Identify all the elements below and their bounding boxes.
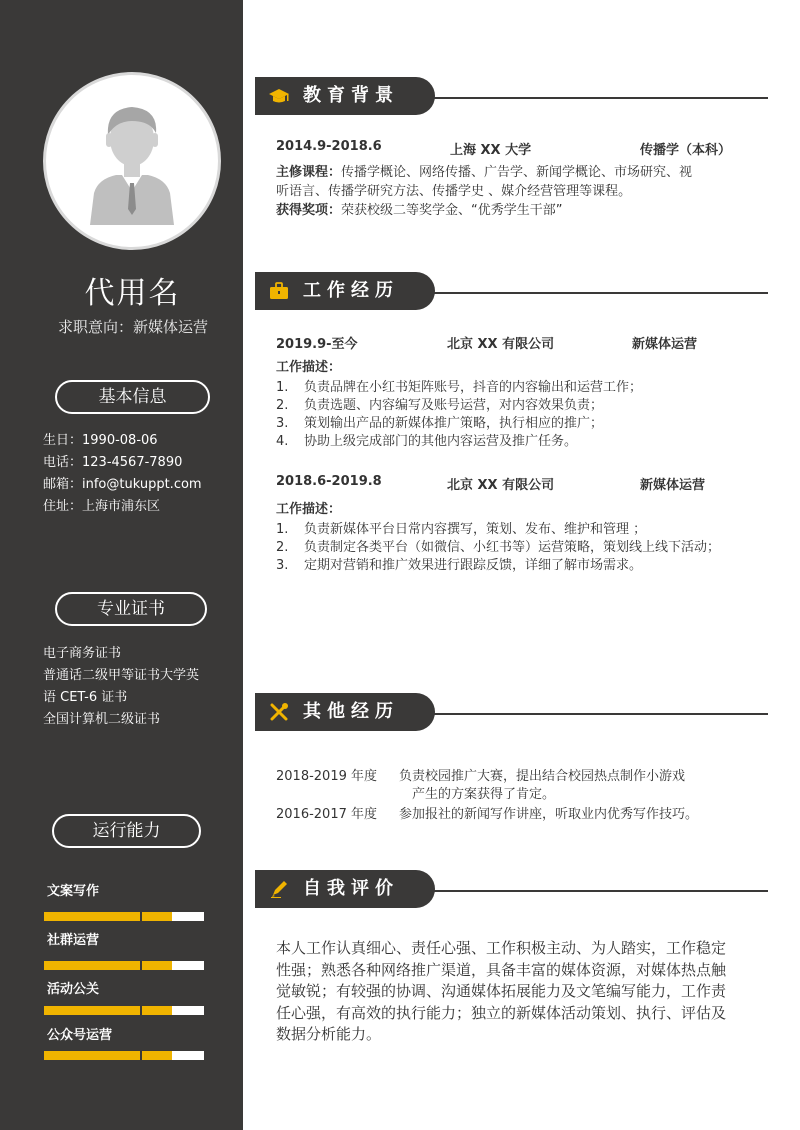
other-desc: 产生的方案获得了肯定。 — [412, 787, 556, 802]
phone: 电话：123-4567-7890 — [43, 455, 183, 470]
briefcase-icon — [269, 282, 289, 300]
courses-label: 主修课程： — [276, 165, 342, 180]
skill-bar — [44, 961, 204, 970]
skill-bar — [44, 1051, 204, 1060]
edu-courses — [276, 163, 764, 220]
job-task-list — [276, 379, 642, 451]
list-item: 2. 负责制定各类平台（如微信、小红书等）运营策略，策划线上线下活动； — [276, 540, 721, 555]
skill-bar-divider — [140, 1051, 142, 1060]
other-year: 2018-2019 年度 — [276, 769, 377, 784]
edu-period: 2014.9-2018.6 — [276, 139, 382, 154]
work-heading — [255, 272, 435, 310]
self-evaluation-text — [276, 938, 766, 1046]
email: 邮箱：info@tukuppt.com — [43, 477, 202, 492]
job-company: 北京 XX 有限公司 — [447, 478, 555, 493]
job-desc-label: 工作描述： — [276, 360, 342, 375]
section-title: 工作经历 — [303, 280, 399, 301]
pencil-icon — [269, 880, 289, 898]
cert-item: 全国计算机二级证书 — [43, 712, 161, 727]
profile-name: 代用名 — [84, 276, 181, 311]
skill-bar — [44, 912, 204, 921]
job-company: 北京 XX 有限公司 — [447, 337, 555, 352]
cert-item: 普通话二级甲等证书大学英 — [43, 668, 200, 683]
tools-icon — [269, 703, 289, 721]
sidebar — [0, 0, 243, 1130]
job-role: 新媒体运营 — [632, 337, 698, 352]
courses-text: 传播学概论、网络传播、广告学、新闻学概论、市场研究、视 — [341, 165, 693, 180]
awards-label: 获得奖项： — [276, 203, 342, 218]
skill-bar-fill — [44, 1051, 172, 1060]
skill-bar-divider — [140, 961, 142, 970]
text-line: 数据分析能力。 — [276, 1025, 382, 1043]
skill-label: 文案写作 — [47, 884, 100, 899]
edu-school: 上海 XX 大学 — [450, 143, 532, 158]
skill-bar-divider — [140, 1006, 142, 1015]
address: 住址：上海市浦东区 — [43, 499, 161, 514]
text-line: 性强；熟悉各种网络推广渠道，具备丰富的媒体资源，对媒体热点触 — [276, 960, 727, 979]
basic-info-heading: 基本信息 — [55, 380, 210, 414]
list-item: 2. 负责选题、内容编写及账号运营，对内容效果负责； — [276, 398, 604, 413]
other-year: 2016-2017 年度 — [276, 807, 377, 822]
avatar — [43, 72, 221, 250]
courses-text: 听语言、传播学研究方法、传播学史 、媒介经营管理等课程。 — [276, 184, 632, 199]
list-item: 3. 定期对营销和推广效果进行跟踪反馈，详细了解市场需求。 — [276, 558, 643, 573]
self-eval-heading — [255, 870, 435, 908]
section-divider — [430, 713, 768, 715]
cert-item: 语 CET-6 证书 — [43, 690, 128, 705]
text-line: 任心强，有高效的执行能力；独立的新媒体活动策划、执行、评估及 — [276, 1003, 727, 1022]
skill-label: 公众号运营 — [47, 1028, 113, 1043]
section-title: 其他经历 — [303, 701, 399, 722]
other-desc: 参加报社的新闻写作讲座，听取业内优秀写作技巧。 — [399, 807, 699, 822]
cert-item: 电子商务证书 — [43, 646, 122, 661]
list-item: 1. 负责新媒体平台日常内容撰写，策划、发布、维护和管理 ； — [276, 522, 647, 537]
skill-label: 活动公关 — [47, 982, 100, 997]
job-role: 新媒体运营 — [640, 478, 706, 493]
birthday: 生日：1990-08-06 — [43, 433, 158, 448]
skills-heading: 运行能力 — [52, 814, 201, 848]
skill-bar — [44, 1006, 204, 1015]
list-item: 1. 负责品牌在小红书矩阵账号，抖音的内容输出和运营工作； — [276, 380, 643, 395]
section-divider — [430, 890, 768, 892]
job-desc-label: 工作描述： — [276, 502, 342, 517]
graduation-cap-icon — [269, 87, 289, 105]
skill-bar-fill — [44, 961, 172, 970]
job-intent: 求职意向：新媒体运营 — [58, 318, 209, 336]
section-title: 教育背景 — [303, 85, 399, 106]
person-avatar-icon — [46, 75, 218, 247]
skill-bar-fill — [44, 912, 172, 921]
job-period: 2018.6-2019.8 — [276, 474, 382, 489]
skill-label: 社群运营 — [47, 933, 100, 948]
text-line: 觉敏锐；有较强的协调、沟通媒体拓展能力及文笔编写能力，工作责 — [276, 982, 727, 1000]
text-line: 本人工作认真细心、责任心强、工作积极主动、为人踏实，工作稳定 — [276, 939, 727, 957]
job-period: 2019.9-至今 — [276, 337, 358, 352]
education-heading — [255, 77, 435, 115]
skill-bar-divider — [140, 912, 142, 921]
certs-heading: 专业证书 — [55, 592, 207, 626]
section-title: 自我评价 — [303, 878, 399, 899]
section-divider — [430, 292, 768, 294]
other-desc: 负责校园推广大赛，提出结合校园热点制作小游戏 — [399, 769, 686, 784]
other-heading — [255, 693, 435, 731]
skill-bar-fill — [44, 1006, 172, 1015]
edu-major: 传播学（本科） — [640, 143, 732, 158]
section-divider — [430, 97, 768, 99]
job-task-list — [276, 521, 720, 575]
awards-text: 荣获校级二等奖学金、“优秀学生干部” — [341, 203, 563, 218]
list-item: 3. 策划输出产品的新媒体推广策略，执行相应的推广； — [276, 416, 604, 431]
list-item: 4. 协助上级完成部门的其他内容运营及推广任务。 — [276, 434, 578, 449]
